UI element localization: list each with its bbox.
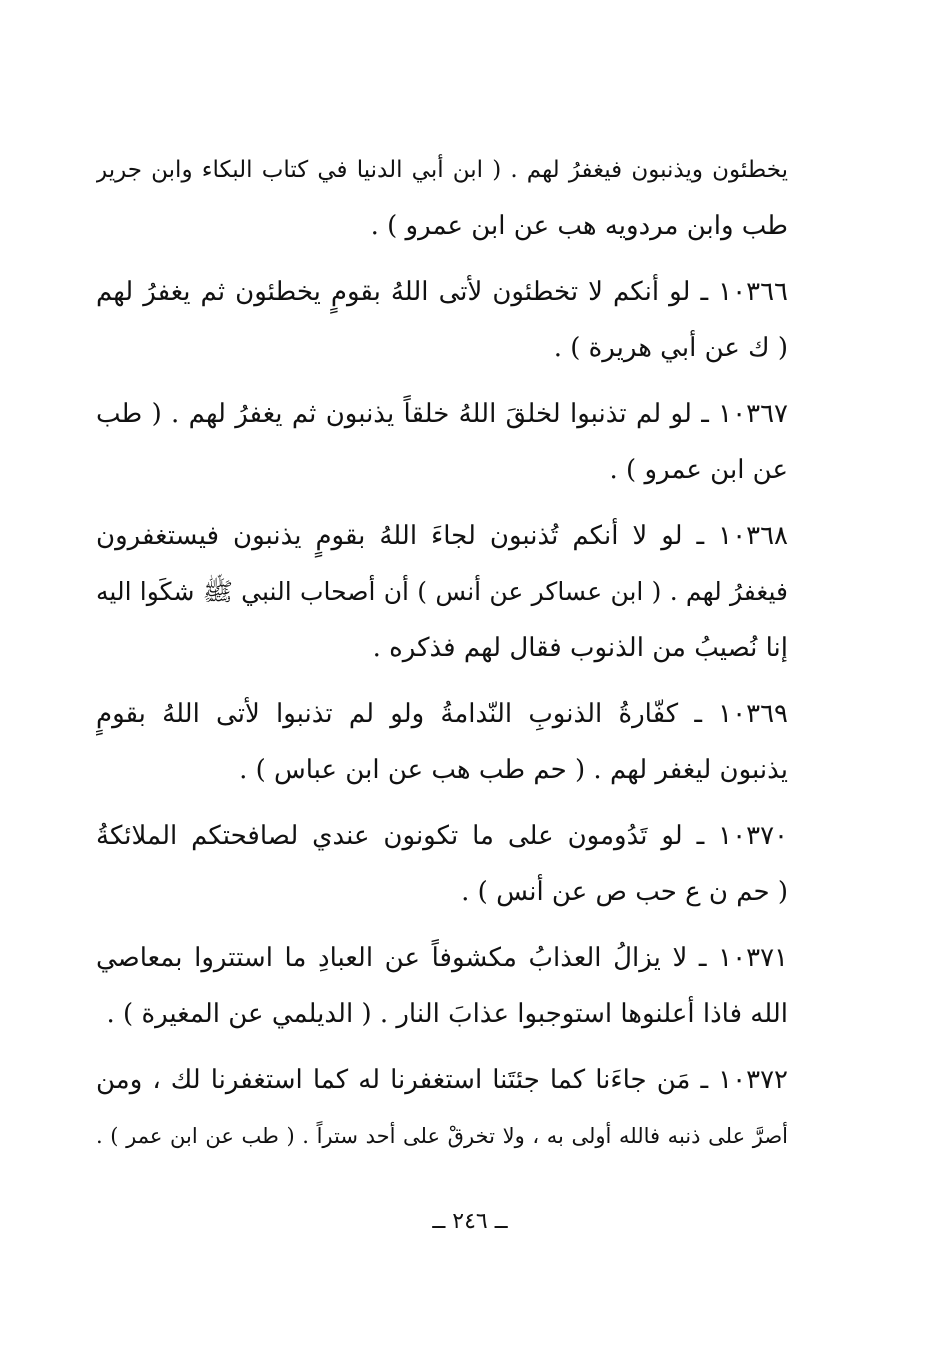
text-line: يخطئون ويذنبون فيغفرُ لهم . ( ابن أبي الدنيا في كتاب البكاء وابن جرير	[96, 157, 788, 183]
hadith-10369-line: ١٠٣٦٩ ـ كفّارةُ الذنوبِ النّدامةُ ولو لم تذنبوا لأتى اللهُ بقومٍ	[96, 699, 788, 729]
hadith-10371-line: ١٠٣٧١ ـ لا يزالُ العذابُ مكشوفاً عن العبادِ ما استتروا بمعاصي	[96, 943, 788, 973]
text-line: ( ك عن أبي هريرة ) .	[553, 333, 788, 363]
text-line: أصرَّ على ذنبه فالله أولى به ، ولا تخرقْ على أحد ستراً . ( طب عن ابن عمر ) .	[96, 1124, 788, 1148]
hadith-10368-line: ١٠٣٦٨ ـ لو لا أنكم تُذنبون لجاءَ اللهُ بقومٍ يذنبون فيستغفرون	[96, 521, 788, 551]
text-line: عن ابن عمرو ) .	[609, 455, 788, 485]
page-number: ــ ٢٤٦ ــ	[432, 1209, 508, 1234]
text-line: فيغفرُ لهم . ( ابن عساكر عن أنس ) أن أصحاب النبي ﷺ شكَوا اليه	[96, 577, 788, 606]
hadith-text-block	[96, 142, 788, 1164]
hadith-10366-line: ١٠٣٦٦ ـ لو أنكم لا تخطئون لأتى اللهُ بقومٍ يخطئون ثم يغفرُ لهم	[96, 277, 788, 307]
text-line: ( حم ن ع حب ص عن أنس ) .	[461, 877, 788, 907]
hadith-10367-line: ١٠٣٦٧ ـ لو لم تذنبوا لخلقَ اللهُ خلقاً يذنبون ثم يغفرُ لهم . ( طب	[96, 399, 788, 429]
text-line: إنا نُصيبُ من الذنوب فقال لهم فذكره .	[372, 633, 788, 663]
text-line: طب وابن مردويه هب عن ابن عمرو ) .	[370, 211, 788, 241]
text-line: يذنبون ليغفر لهم . ( حم طب هب عن ابن عباس ) .	[239, 755, 788, 785]
hadith-10372-line: ١٠٣٧٢ ـ مَن جاءَنا كما جئتَنا استغفرنا له كما استغفرنا لك ، ومن	[96, 1065, 788, 1095]
hadith-10370-line: ١٠٣٧٠ ـ لو تَدُومون على ما تكونون عندي لصافحتكم الملائكةُ	[96, 821, 788, 851]
text-line: الله فاذا أعلنوها استوجبوا عذابَ النار . ( الديلمي عن المغيرة ) .	[106, 999, 788, 1029]
